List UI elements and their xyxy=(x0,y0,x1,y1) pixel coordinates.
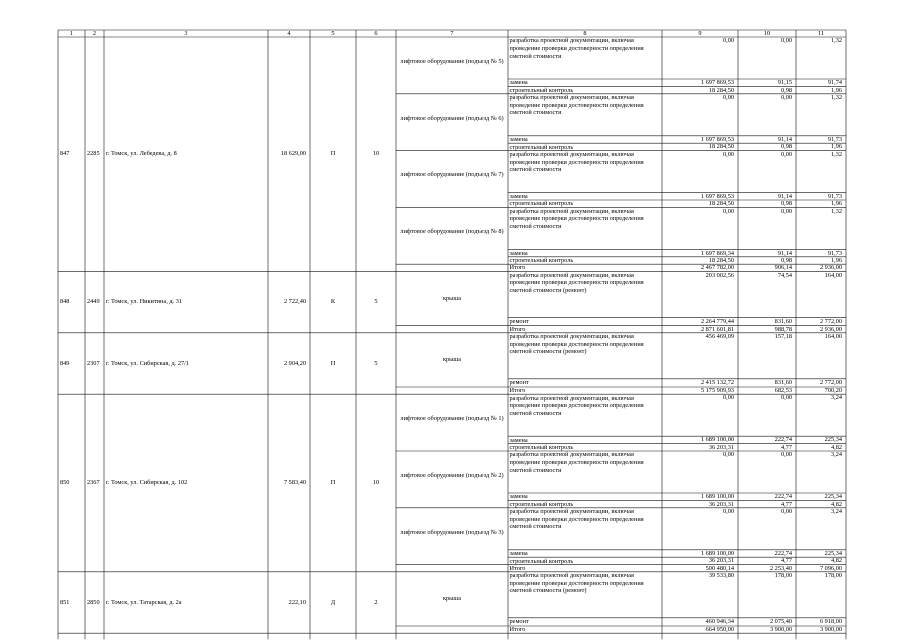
cost-per-m2: 0,00 xyxy=(780,37,792,45)
cost-total: 39 533,80 xyxy=(708,572,734,579)
work-description: разработка проектной документации, включая проведение проверки достоверности определения сметной стоимости xyxy=(509,451,644,474)
house-area: 222,10 xyxy=(288,598,306,606)
cost-total: 456 469,09 xyxy=(705,333,734,340)
cost-limit: 164,00 xyxy=(824,271,842,279)
cost-total: 0,00 xyxy=(722,150,734,158)
cost-total: 1 697 869,53 xyxy=(700,136,734,143)
total-per-m2: 988,78 xyxy=(774,325,792,333)
work-description: строительный контроль xyxy=(509,257,574,265)
work-description: строительный контроль xyxy=(509,444,574,451)
house-address: г. Томск, ул. Никитина, д. 31 xyxy=(106,298,183,306)
cost-per-m2: 0,00 xyxy=(780,150,792,158)
cost-total: 2 264 779,44 xyxy=(700,317,734,325)
cost-total: 1 689 100,00 xyxy=(700,493,734,501)
cost-total: 1 697 869,53 xyxy=(700,192,734,200)
cost-limit: 1,32 xyxy=(830,150,842,158)
system-label: лифтовое оборудование (подъезд № 1) xyxy=(400,415,504,422)
house-code: 2367 xyxy=(87,479,100,487)
cost-limit: 91,74 xyxy=(827,79,842,87)
row-number: 850 xyxy=(60,479,70,487)
cost-total: 2 415 132,72 xyxy=(700,379,734,386)
house-address: г. Томск, ул. Лебедева, д. 8 xyxy=(106,150,177,158)
house-address: г. Томск, ул. Сибирская, д. 102 xyxy=(106,479,188,487)
cost-limit: 178,00 xyxy=(824,572,842,579)
column-header: 8 xyxy=(583,30,587,38)
work-description: ремонт xyxy=(509,379,529,387)
system-label: крыша xyxy=(442,595,462,603)
wall-type: К xyxy=(330,298,336,306)
cost-per-m2: 0,00 xyxy=(780,394,792,402)
cost-per-m2: 74,54 xyxy=(777,271,792,279)
work-description: разработка проектной документации, включая проведение проверки достоверности определения сметной стоимости (ремонт) xyxy=(509,572,644,595)
cost-per-m2: 0,98 xyxy=(780,143,792,151)
cost-total: 0,00 xyxy=(722,394,734,402)
cost-per-m2: 831,60 xyxy=(774,379,792,386)
system-label: лифтовое оборудование (подъезд № 3) xyxy=(400,528,504,536)
row-number: 848 xyxy=(60,298,70,306)
column-header: 11 xyxy=(817,30,825,38)
cost-per-m2: 0,00 xyxy=(780,207,792,215)
cost-per-m2: 222,74 xyxy=(774,550,792,557)
house-area: 2 722,40 xyxy=(283,298,306,306)
work-description: разработка проектной документации, включая проведение проверки достоверности определения сметной стоимости xyxy=(509,37,644,60)
cost-per-m2: 91,14 xyxy=(777,136,792,143)
work-description: строительный контроль xyxy=(509,86,574,94)
system-label: лифтовое оборудование (подъезд № 2) xyxy=(400,471,504,479)
cost-limit: 225,34 xyxy=(824,436,842,444)
cost-per-m2: 2 075,40 xyxy=(769,618,792,625)
work-description: разработка проектной документации, включая проведение проверки достоверности определения сметной стоимости (ремонт) xyxy=(509,271,644,294)
house-code: 2850 xyxy=(87,598,100,606)
cost-limit: 91,73 xyxy=(827,192,842,200)
work-description: разработка проектной документации, включая проведение проверки достоверности определения сметной стоимости (ремонт) xyxy=(509,333,644,356)
cost-limit: 164,00 xyxy=(824,333,842,340)
cost-limit: 4,82 xyxy=(830,500,842,508)
cost-per-m2: 0,00 xyxy=(780,94,792,101)
row-number: 851 xyxy=(60,598,70,606)
total-limit: 2 936,00 xyxy=(819,264,842,272)
cost-per-m2: 0,00 xyxy=(780,451,792,459)
cost-limit: 3,24 xyxy=(830,394,842,402)
column-header: 3 xyxy=(184,30,188,38)
system-label: лифтовое оборудование (подъезд № 8) xyxy=(400,228,504,236)
system-label: лифтовое оборудование (подъезд № 5) xyxy=(400,57,504,65)
wall-type: Д xyxy=(330,598,336,606)
cost-per-m2: 0,98 xyxy=(780,200,792,208)
cost-limit: 4,82 xyxy=(830,557,842,565)
work-description: замена xyxy=(509,493,528,501)
house-area: 18 629,00 xyxy=(280,150,306,158)
system-label: крыша xyxy=(442,294,462,302)
total-per-m2: 2 253,40 xyxy=(769,564,792,572)
house-address: г. Томск, ул. Татарская, д. 2а xyxy=(106,598,182,606)
work-description: строительный контроль xyxy=(509,200,574,208)
cost-per-m2: 0,98 xyxy=(780,86,792,94)
cost-total: 203 002,56 xyxy=(705,271,734,279)
cost-per-m2: 4,77 xyxy=(780,557,792,565)
work-description: замена xyxy=(509,249,528,257)
work-description: замена xyxy=(509,550,528,558)
work-description: строительный контроль xyxy=(509,500,574,508)
cost-total: 36 203,31 xyxy=(708,500,734,508)
cost-total: 1 697 869,53 xyxy=(700,79,734,87)
cost-limit: 3,24 xyxy=(830,508,842,515)
total-sum: 664 950,00 xyxy=(705,626,734,634)
cost-per-m2: 222,74 xyxy=(774,493,792,501)
total-label: Итого xyxy=(509,626,526,634)
column-header: 9 xyxy=(698,30,702,38)
work-description: строительный контроль xyxy=(509,143,574,151)
column-header: 2 xyxy=(92,30,97,38)
cost-total: 1 689 100,00 xyxy=(700,550,734,557)
work-description: замена xyxy=(509,193,528,200)
house-area: 2 904,20 xyxy=(283,359,306,367)
total-label: Итого xyxy=(509,325,526,333)
cost-limit: 2 772,00 xyxy=(819,317,842,325)
cost-per-m2: 222,74 xyxy=(774,436,792,444)
cost-limit: 1,32 xyxy=(830,37,842,45)
cost-limit: 1,96 xyxy=(830,200,842,208)
cost-per-m2: 831,60 xyxy=(774,317,792,325)
floors-count: 5 xyxy=(374,359,378,367)
cost-total: 18 284,50 xyxy=(708,257,734,264)
column-header: 1 xyxy=(69,30,74,38)
cost-limit: 225,34 xyxy=(824,493,842,501)
cost-limit: 91,73 xyxy=(827,136,842,143)
total-per-m2: 3 900,00 xyxy=(769,626,792,634)
work-description: разработка проектной документации, включая проведение проверки достоверности определения сметной стоимости xyxy=(509,94,644,117)
system-label: крыша xyxy=(442,356,462,364)
house-code: 2449 xyxy=(87,298,100,306)
cost-per-m2: 157,18 xyxy=(774,333,792,340)
cost-total: 18 284,50 xyxy=(708,200,734,208)
work-description: разработка проектной документации, включая проведение проверки достоверности определения сметной стоимости xyxy=(509,508,644,531)
floors-count: 2 xyxy=(374,598,378,606)
floors-count: 10 xyxy=(372,479,380,487)
cost-total: 18 284,50 xyxy=(708,86,734,94)
cost-total: 18 284,50 xyxy=(708,143,734,151)
cost-total: 0,00 xyxy=(722,451,734,459)
total-sum: 500 480,14 xyxy=(705,564,734,572)
work-description: замена xyxy=(509,436,528,444)
column-header: 7 xyxy=(450,30,454,38)
cost-limit: 1,96 xyxy=(830,143,842,151)
cost-per-m2: 178,00 xyxy=(774,572,792,579)
system-label: лифтовое оборудование (подъезд № 7) xyxy=(400,171,504,179)
cost-limit: 6 918,00 xyxy=(819,618,842,625)
total-limit: 3 900,00 xyxy=(819,626,842,634)
cost-limit: 1,32 xyxy=(830,94,842,101)
wall-type: П xyxy=(330,150,336,158)
cost-total: 0,00 xyxy=(722,94,734,101)
row-number: 847 xyxy=(60,150,70,158)
work-description: разработка проектной документации, включая проведение проверки достоверности определения сметной стоимости xyxy=(509,207,644,230)
total-per-m2: 682,53 xyxy=(774,387,792,395)
cost-per-m2: 91,14 xyxy=(777,192,792,200)
cost-limit: 1,32 xyxy=(830,207,842,215)
cost-limit: 225,34 xyxy=(824,550,842,557)
work-description: строительный контроль xyxy=(509,557,574,565)
total-label: Итого xyxy=(509,264,526,272)
house-address: г. Томск, ул. Сибирская, д. 27/1 xyxy=(106,359,190,367)
cost-total: 0,00 xyxy=(722,508,734,515)
total-sum: 2 871 601,81 xyxy=(700,325,734,333)
cost-per-m2: 91,14 xyxy=(777,249,792,257)
total-limit: 2 936,00 xyxy=(819,325,842,333)
cost-per-m2: 4,77 xyxy=(780,500,792,508)
cost-limit: 4,82 xyxy=(830,443,842,451)
cost-total: 1 697 869,34 xyxy=(700,249,734,257)
cost-total: 0,00 xyxy=(722,37,734,45)
cost-total: 36 203,31 xyxy=(708,557,734,565)
work-description: ремонт xyxy=(509,618,529,626)
floors-count: 10 xyxy=(372,150,380,158)
work-description: разработка проектной документации, включая проведение проверки достоверности определения сметной стоимости xyxy=(509,394,644,417)
column-header: 4 xyxy=(287,30,291,38)
wall-type: П xyxy=(330,359,336,367)
total-sum: 5 175 909,93 xyxy=(700,387,734,395)
cost-total: 0,00 xyxy=(722,207,734,215)
work-description: ремонт xyxy=(509,317,529,325)
house-code: 2307 xyxy=(87,359,100,367)
system-label: лифтовое оборудование (подъезд № 6) xyxy=(400,114,504,122)
floors-count: 5 xyxy=(374,298,378,306)
cost-limit: 2 772,00 xyxy=(819,379,842,386)
cost-limit: 1,96 xyxy=(830,257,842,264)
cost-per-m2: 0,00 xyxy=(780,508,792,515)
column-header: 6 xyxy=(374,30,378,38)
cost-per-m2: 0,98 xyxy=(780,257,792,264)
column-header: 5 xyxy=(331,30,335,38)
house-area: 7 583,40 xyxy=(283,479,306,487)
cost-per-m2: 91,15 xyxy=(777,79,792,87)
column-header: 10 xyxy=(763,30,771,38)
work-description: разработка проектной документации, включая проведение проверки достоверности определения сметной стоимости xyxy=(509,151,644,174)
cost-total: 460 946,34 xyxy=(705,618,734,625)
work-description: замена xyxy=(509,136,528,144)
row-number: 849 xyxy=(60,359,70,367)
house-code: 2285 xyxy=(87,150,100,158)
cost-limit: 91,73 xyxy=(827,249,842,257)
cost-total: 1 689 100,00 xyxy=(700,436,734,444)
cost-per-m2: 4,77 xyxy=(780,443,792,451)
total-label: Итого xyxy=(509,387,526,395)
total-per-m2: 906,14 xyxy=(774,264,792,272)
total-limit: 700,20 xyxy=(824,387,842,395)
cost-total: 36 203,31 xyxy=(708,443,734,451)
total-limit: 7 096,00 xyxy=(819,564,842,572)
wall-type: П xyxy=(330,479,336,487)
cost-limit: 3,24 xyxy=(830,451,842,459)
work-description: замена xyxy=(509,79,528,87)
cost-limit: 1,96 xyxy=(830,86,842,94)
total-sum: 2 467 782,00 xyxy=(700,264,734,272)
total-label: Итого xyxy=(509,564,526,572)
